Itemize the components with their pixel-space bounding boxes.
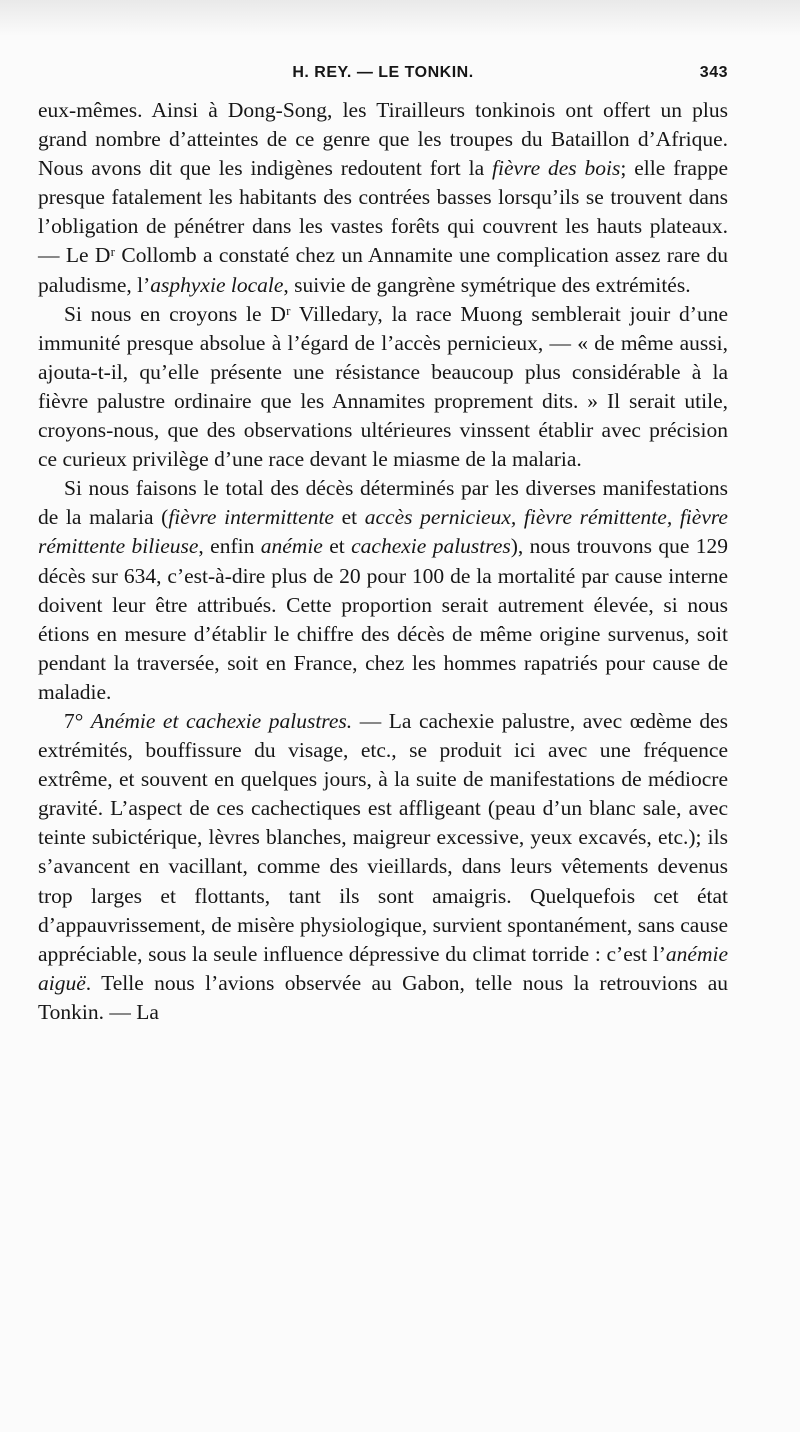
- paragraph: [38, 474, 728, 707]
- italic-text: anémie: [260, 534, 323, 559]
- italic-text: Anémie et cachexie palustres.: [90, 708, 353, 733]
- page-number: 343: [699, 64, 728, 81]
- text-run: — La cachexie palustre, avec œdème des extrémités, bouffissure du visage, etc., se produit ici avec une fréquence extrême, et souvent en quelques jours, à la suite de manifestations de médiocre gravité. L’aspect de ces cachectiques est affligeant (peau d’un blanc sale, avec teinte subictérique, lèvres blanches, maigreur excessive, yeux excavés, etc.); ils s’avancent en vacillant, comme des vieillards, dans leurs vêtements devenus trop larges et flottants, tant ils sont amaigris. Quelquefois cet état d’appauvrissement, de misère physiologique, survient spontanément, sans cause appréciable, sous la seule influence dépressive du climat torride : c’est l’: [38, 708, 728, 966]
- italic-text: anémie aiguë: [38, 941, 728, 995]
- text-run: Si nous en croyons le Dʳ Villedary, la race Muong semblerait jouir d’une immunité presque absolue à l’égard de l’accès pernicieux, — « de même aussi, ajouta-t-il, qu’elle présente une résistance beaucoup plus considérable à la fièvre palustre ordinaire que les Annamites proprement dits. » Il serait utile, croyons-nous, que des observations ultérieures vinssent établir avec précision ce curieux privilège d’une race devant le miasme de la malaria.: [38, 301, 728, 472]
- text-run: , suivie de gangrène symétrique des extrémités.: [283, 272, 691, 297]
- running-header: [38, 58, 728, 88]
- scan-edge-shadow: [0, 0, 800, 36]
- text-run: . Telle nous l’avions observée au Gabon, telle nous la retrouvions au Tonkin. — La: [38, 970, 728, 1024]
- italic-text: cachexie palustres: [351, 534, 511, 559]
- text-run: , enfin: [198, 534, 261, 559]
- paragraph: [38, 96, 728, 300]
- italic-text: fièvre des bois: [492, 156, 621, 181]
- body-text: [38, 96, 728, 1027]
- text-run: ; elle frappe presque fatalement les habitants des contrées basses lorsqu’ils se trouvent dans l’obligation de pénétrer dans les vastes forêts qui couvrent les hauts plateaux. — Le Dʳ Collomb a constaté chez un Annamite une complication assez rare du paludisme, l’: [38, 156, 728, 297]
- book-page: [38, 58, 728, 1027]
- text-run: et: [322, 534, 352, 559]
- text-run: Si nous faisons le total des décès déterminés par les diverses manifestations de la malaria (: [38, 476, 728, 530]
- text-run: et: [333, 505, 365, 530]
- running-title: H. REY. — LE TONKIN.: [292, 64, 474, 81]
- italic-text: fièvre intermittente: [168, 505, 334, 530]
- paragraph: [38, 300, 728, 475]
- italic-text: accès pernicieux, fièvre rémittente, fièvre rémittente bilieuse: [38, 505, 728, 559]
- text-run: ), nous trouvons que 129 décès sur 634, c’est-à-dire plus de 20 pour 100 de la mortalité par cause interne doivent leur être attribués. Cette proportion serait autrement élevée, si nous étions en mesure d’établir le chiffre des décès de même origine survenus, soit pendant la traversée, soit en France, chez les hommes rapatriés pour cause de maladie.: [38, 534, 728, 704]
- italic-text: asphyxie locale: [150, 272, 284, 297]
- text-run: eux-mêmes. Ainsi à Dong-Song, les Tirailleurs tonkinois ont offert un plus grand nombre d’atteintes de ce genre que les troupes du Bataillon d’Afrique. Nous avons dit que les indigènes redoutent fort la: [38, 98, 728, 181]
- paragraph: [38, 707, 728, 1027]
- text-run: 7°: [64, 708, 91, 733]
